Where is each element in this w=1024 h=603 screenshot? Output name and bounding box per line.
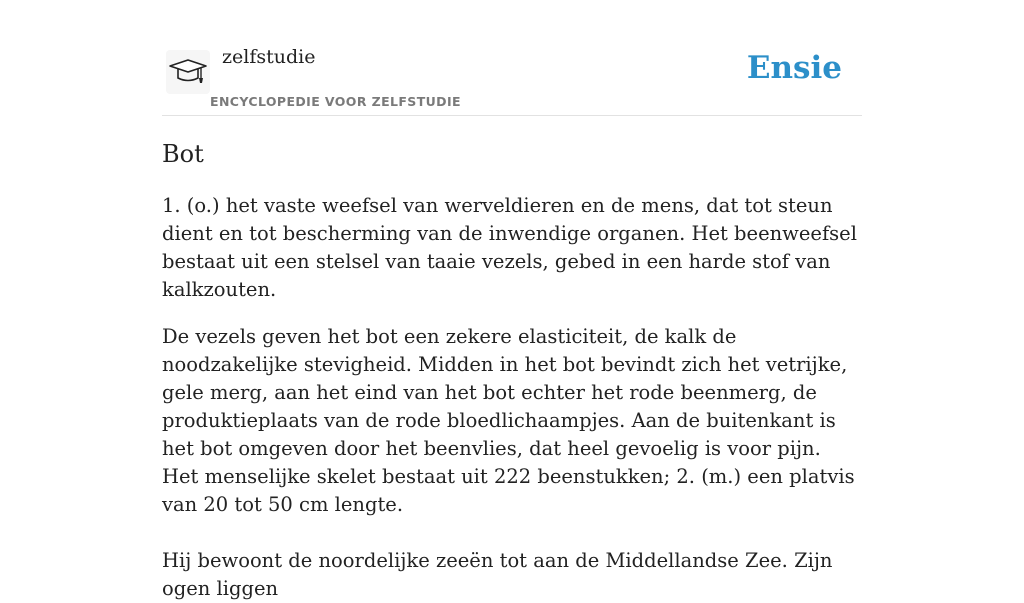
article-paragraph: Hij bewoont de noordelijke zeeën tot aan de Middellandse Zee. Zijn ogen liggen <box>162 549 833 600</box>
page-container <box>162 0 862 600</box>
article-title: Bot <box>162 140 204 168</box>
site-header <box>162 0 862 116</box>
ensie-brand-link[interactable]: Ensie <box>746 50 842 86</box>
site-tagline: ENCYCLOPEDIE VOOR ZELFSTUDIE <box>210 94 461 109</box>
site-logo[interactable] <box>166 50 210 94</box>
article-body <box>162 192 862 603</box>
article-paragraph: 1. (o.) het vaste weefsel van werveldieren en de mens, dat tot steun dient en tot bescherming van de inwendige organen. Het beenweefsel bestaat uit een stelsel van taaie vezels, gebed in een harde stof van kalkzouten. <box>162 194 857 301</box>
article-paragraph: De vezels geven het bot een zekere elasticiteit, de kalk de noodzakelijke stevigheid. Midden in het bot bevindt zich het vetrijke, gele merg, aan het eind van het bot echter het rode beenmerg, de produktieplaats van de rode bloedlichaampjes. Aan de buitenkant is het bot omgeven door het beenvlies, dat heel gevoelig is voor pijn. Het menselijke skelet bestaat uit 222 beenstukken; 2. (m.) een platvis van 20 tot 50 cm lengte. <box>162 325 855 516</box>
site-name[interactable]: zelfstudie <box>222 46 316 68</box>
